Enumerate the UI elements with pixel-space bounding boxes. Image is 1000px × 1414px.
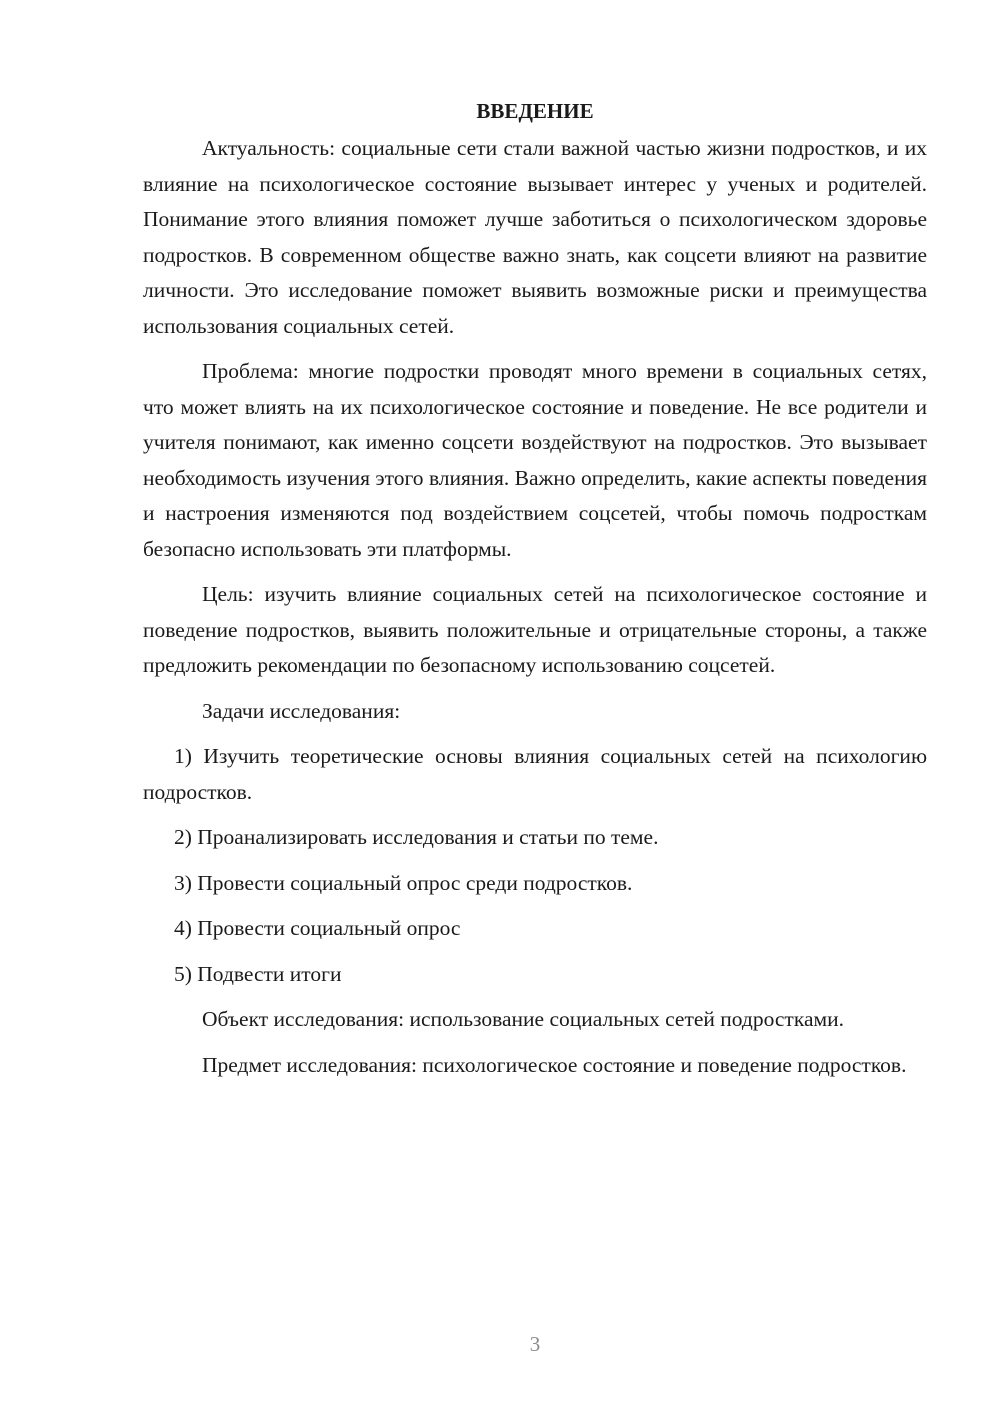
object-paragraph: Объект исследования: использование социальных сетей подростками. <box>202 1007 844 1031</box>
page-content <box>143 96 927 1093</box>
task-item-4: 4) Провести социальный опрос <box>174 916 461 940</box>
problem-paragraph: Проблема: многие подростки проводят много времени в социальных сетях, что может влиять на их психологическое состояние и поведение. Не все родители и учителя понимают, как именно соцсети воздействуют на подростков. Это вызывает необходимость изучения этого влияния. Важно определить, какие аспекты поведения и настроения изменяются под воздействием соцсетей, чтобы помочь подросткам безопасно использовать эти платформы. <box>143 359 927 561</box>
page-number: 3 <box>529 1332 541 1356</box>
task-item-3: 3) Провести социальный опрос среди подростков. <box>174 870 633 895</box>
task-item-5: 5) Подвести итоги <box>174 961 342 986</box>
section-heading: ВВЕДЕНИЕ <box>476 99 594 123</box>
relevance-paragraph: Актуальность: социальные сети стали важной частью жизни подростков, и их влияние на психологическое состояние вызывает интерес у ученых и родителей. Понимание этого влияния поможет лучше заботиться о психологическом здоровье подростков. В современном обществе важно знать, как соцсети влияют на развитие личности. Это исследование поможет выявить возможные риски и преимущества использования социальных сетей. <box>143 136 927 338</box>
tasks-title: Задачи исследования: <box>202 698 401 723</box>
task-item-2: 2) Проанализировать исследования и статьи по теме. <box>174 825 659 849</box>
subject-paragraph: Предмет исследования: психологическое состояние и поведение подростков. <box>202 1052 907 1077</box>
goal-paragraph: Цель: изучить влияние социальных сетей на психологическое состояние и поведение подростков, выявить положительные и отрицательные стороны, а также предложить рекомендации по безопасному использованию соцсетей. <box>143 582 927 677</box>
task-item-1: 1) Изучить теоретические основы влияния социальных сетей на психологию подростков. <box>143 744 927 804</box>
